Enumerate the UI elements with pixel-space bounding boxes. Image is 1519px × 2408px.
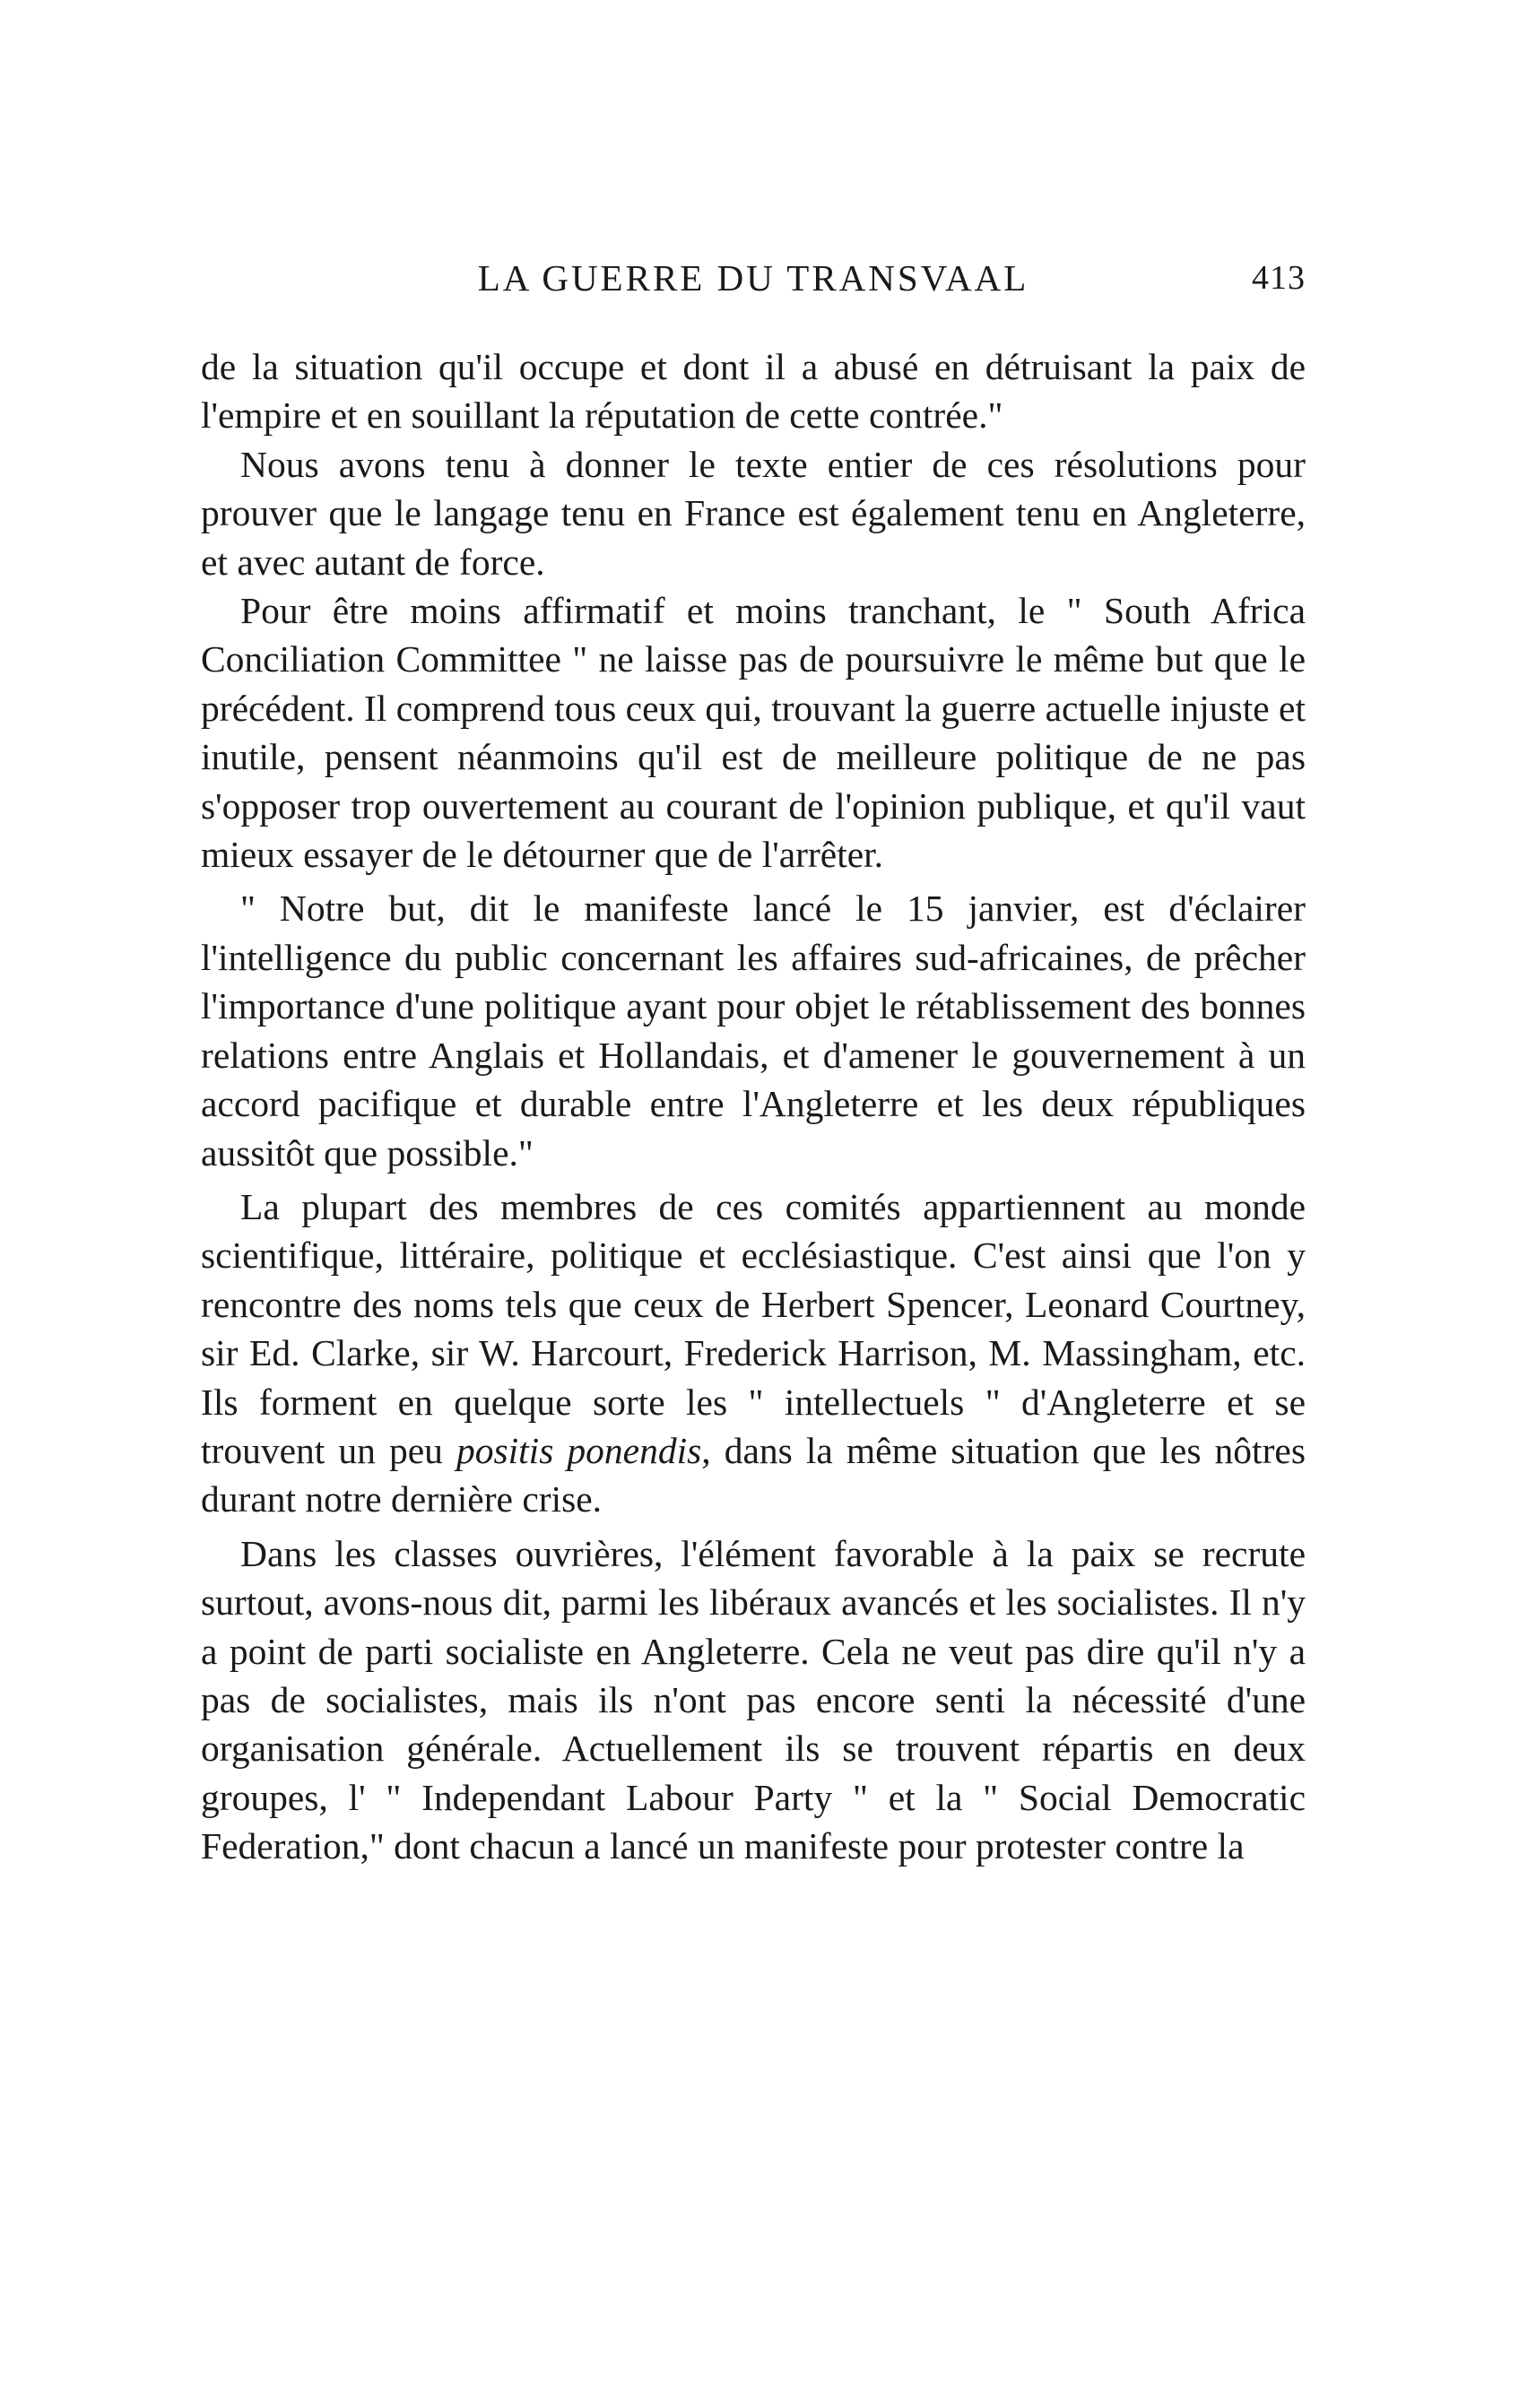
running-head	[201, 251, 1306, 305]
paragraph-continuation	[201, 342, 1306, 440]
text-segment: de la situation qu'il occupe et dont il a abusé en détruisant la paix de l'empire et en souillant la réputation de cette contrée."	[201, 346, 1306, 437]
text-segment: La plupart des membres de ces comités appartiennent au monde scientifique, littéraire, politique et ecclésiastique. C'est ainsi que l'on y rencontre des noms tels que ceux de Herbert Spencer, Leonard Courtney, sir Ed. Clarke, sir W. Harcourt, Frederick Harrison, M. Massingham, etc. Ils forment en quelque sorte les " intellectuels " d'Angleterre et se trouvent un peu	[201, 1185, 1306, 1471]
text-segment: Dans les classes ouvrières, l'élément favorable à la paix se recrute surtout, avons-nous dit, parmi les libéraux avancés et les socialistes. Il n'y a point de parti socialiste en Angleterre. Cela ne veut pas dire qu'il n'y a pas de socialistes, mais ils n'ont pas encore senti la nécessité d'une organisation générale. Actuellement ils se trouvent répartis en deux groupes, l' " Independant Labour Party " et la " Social Democratic Federation," dont chacun a lancé un manifeste pour protester contre la	[201, 1532, 1306, 1867]
text-segment: Nous avons tenu à donner le texte entier de ces résolutions pour prouver que le langage tenu en France est également tenu en Angleterre, et avec autant de force.	[201, 443, 1306, 583]
paragraph	[201, 586, 1306, 879]
text-segment: , dans la même situation que les nôtres durant notre dernière crise.	[201, 1429, 1306, 1520]
italic-phrase: positis ponendis	[456, 1429, 702, 1471]
page-number: 413	[1252, 259, 1306, 297]
paragraph	[201, 440, 1306, 586]
text-segment: Pour être moins affirmatif et moins tranchant, le " South Africa Conciliation Committee " ne laisse pas de poursuivre le même but que le précédent. Il comprend tous ceux qui, trouvant la guerre actuelle injuste et inutile, pensent néanmoins qu'il est de meilleure politique de ne pas s'opposer trop ouvertement au courant de l'opinion publique, et qu'il vaut mieux essayer de le détourner que de l'arrêter.	[201, 590, 1306, 876]
body-text	[201, 342, 1306, 1871]
text-segment: " Notre but, dit le manifeste lancé le 15 janvier, est d'éclairer l'intelligence du public concernant les affaires sud-africaines, de prêcher l'importance d'une politique ayant pour objet le rétablissement des bonnes relations entre Anglais et Hollandais, et d'amener le gouvernement à un accord pacifique et durable entre l'Angleterre et les deux républiques aussitôt que possible."	[201, 888, 1306, 1174]
running-title: LA GUERRE DU TRANSVAAL	[477, 257, 1029, 299]
paragraph-quotation	[201, 884, 1306, 1176]
paragraph	[201, 1182, 1306, 1524]
paragraph	[201, 1529, 1306, 1871]
book-page	[201, 251, 1306, 1871]
